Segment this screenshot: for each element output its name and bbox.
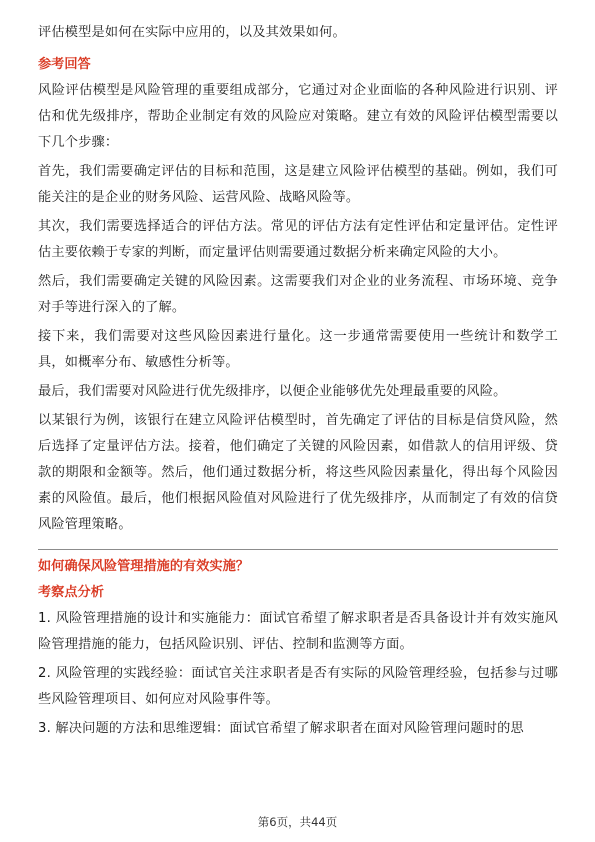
question-title: 如何确保风险管理措施的有效实施？ <box>38 559 249 574</box>
page-footer: 第6页，共44页 <box>257 815 338 829</box>
intro-line: 评估模型是如何在实际中应用的，以及其效果如何。 <box>38 25 346 40</box>
answer-body <box>38 78 558 538</box>
answer-paragraph: 首先，我们需要确定评估的目标和范围，这是建立风险评估模型的基础。例如，我们可能关注的是企业的财务风险、运营风险、战略风险等。 <box>38 164 558 205</box>
answer-paragraph: 以某银行为例，该银行在建立风险评估模型时，首先确定了评估的目标是信贷风险，然后选择了定量评估方法。接着，他们确定了关键的风险因素，如借款人的信用评级、贷款的期限和金额等。然后，他们通过数据分析，将这些风险因素量化，得出每个风险因素的风险值。最后，他们根据风险值对风险进行了优先级排序，从而制定了有效的信贷风险管理策略。 <box>38 413 558 532</box>
section-divider <box>38 549 558 550</box>
analysis-heading: 考察点分析 <box>38 585 104 600</box>
answer-paragraph: 然后，我们需要确定关键的风险因素。这需要我们对企业的业务流程、市场环境、竞争对手等进行深入的了解。 <box>38 274 558 315</box>
analysis-list <box>38 606 558 742</box>
answer-heading: 参考回答 <box>38 57 91 72</box>
answer-paragraph: 最后，我们需要对风险进行优先级排序，以便企业能够优先处理最重要的风险。 <box>38 384 507 399</box>
analysis-item: 3. 解决问题的方法和思维逻辑：面试官希望了解求职者在面对风险管理问题时的思 <box>38 721 524 736</box>
analysis-item: 2. 风险管理的实践经验：面试官关注求职者是否有实际的风险管理经验，包括参与过哪些风险管理项目、如何应对风险事件等。 <box>38 666 558 707</box>
document-page <box>38 20 558 745</box>
answer-paragraph: 其次，我们需要选择适合的评估方法。常见的评估方法有定性评估和定量评估。定性评估主要依赖于专家的判断，而定量评估则需要通过数据分析来确定风险的大小。 <box>38 219 558 260</box>
analysis-item: 1. 风险管理措施的设计和实施能力：面试官希望了解求职者是否具备设计并有效实施风险管理措施的能力，包括风险识别、评估、控制和监测等方面。 <box>38 611 558 652</box>
answer-paragraph: 风险评估模型是风险管理的重要组成部分，它通过对企业面临的各种风险进行识别、评估和优先级排序，帮助企业制定有效的风险应对策略。建立有效的风险评估模型需要以下几个步骤： <box>38 83 558 150</box>
answer-paragraph: 接下来，我们需要对这些风险因素进行量化。这一步通常需要使用一些统计和数学工具，如概率分布、敏感性分析等。 <box>38 329 558 370</box>
